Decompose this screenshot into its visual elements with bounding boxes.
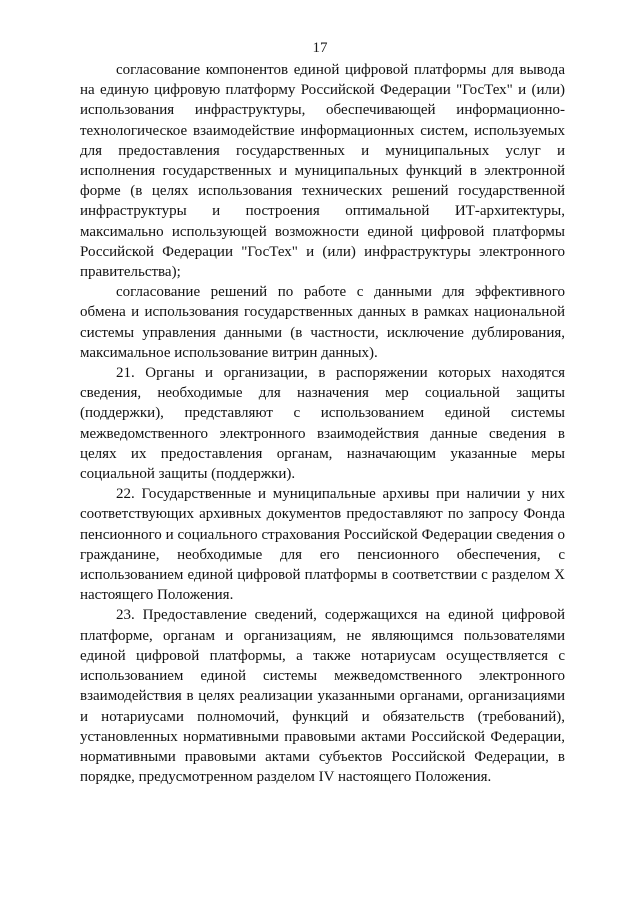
document-body bbox=[80, 60, 565, 787]
paragraph-clause-23: 23. Предоставление сведений, содержащихся на единой цифровой платформе, органам и организациям, не являющимся пользователями единой цифровой платформы, а также нотариусам осуществляется с использованием единой системы межведомственного электронного взаимодействия в целях реализации указанными органами, организациями и нотариусами полномочий, функций и обязательств (требований), установленных нормативными правовыми актами Российской Федерации, нормативными правовыми актами субъектов Российской Федерации, в порядке, предусмотренном разделом IV настоящего Положения. bbox=[80, 607, 565, 786]
page-number: 17 bbox=[312, 40, 328, 56]
paragraph-approval-platform-components: согласование компонентов единой цифровой платформы для вывода на единую цифровую платформу Российской Федерации "ГосТех" и (или) использования инфраструктуры, обеспечивающей информационно-технологическое взаимодействие информационных систем, используемых для предоставления государственных и муниципальных услуг и исполнения государственных и муниципальных функций в электронной форме (в целях использования технических решений государственной инфраструктуры и построения оптимальной ИТ-архитектуры, максимально использующей возможности единой цифровой платформы Российской Федерации "ГосТех" и (или) инфраструктуры электронного правительства); bbox=[80, 62, 565, 281]
paragraph-approval-data-solutions: согласование решений по работе с данными для эффективного обмена и использования государственных данных в рамках национальной системы управления данными (в частности, исключение дублирования, максимальное использование витрин данных). bbox=[80, 284, 565, 361]
paragraph-clause-21: 21. Органы и организации, в распоряжении которых находятся сведения, необходимые для назначения мер социальной защиты (поддержки), представляют с использованием единой системы межведомственного электронного взаимодействия данные сведения в целях их предоставления органам, назначающим указанные меры социальной защиты (поддержки). bbox=[80, 365, 565, 483]
paragraph-clause-22: 22. Государственные и муниципальные архивы при наличии у них соответствующих архивных документов предоставляют по запросу Фонда пенсионного и социального страхования Российской Федерации сведения о гражданине, необходимые для его пенсионного обеспечения, с использованием единой цифровой платформы в соответствии с разделом X настоящего Положения. bbox=[80, 486, 565, 604]
